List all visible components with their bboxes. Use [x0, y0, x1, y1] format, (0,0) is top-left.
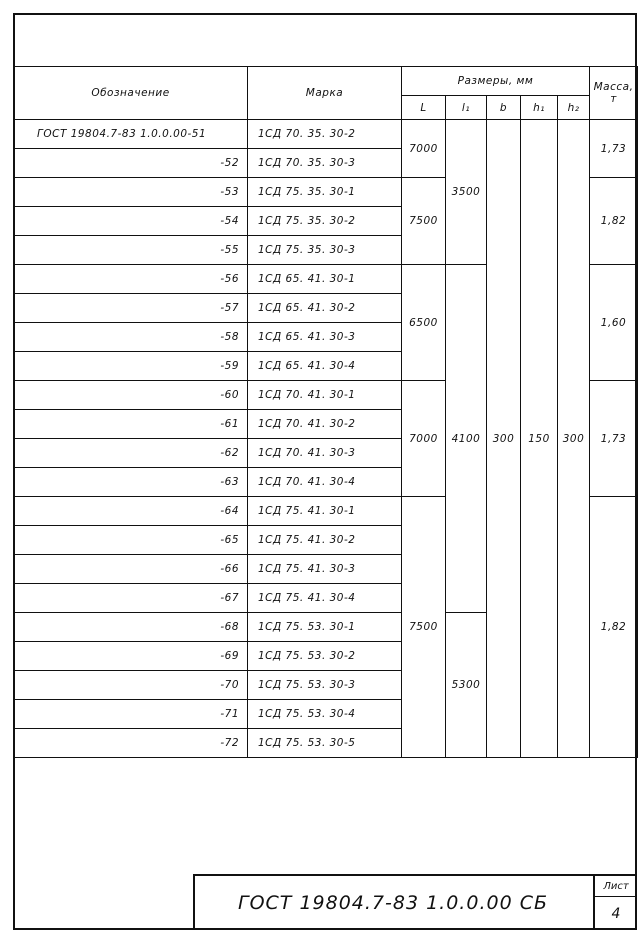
designation-cell: -61	[14, 410, 248, 439]
designation-cell: -58	[14, 323, 248, 352]
mark-cell: 1СД 75. 53. 30-3	[248, 671, 402, 700]
mark-cell: 1СД 65. 41. 30-1	[248, 265, 402, 294]
mark-cell: 1СД 75. 41. 30-1	[248, 497, 402, 526]
L1-cell: 4100	[446, 265, 487, 613]
designation-cell: -66	[14, 555, 248, 584]
designation-cell: -59	[14, 352, 248, 381]
mark-cell: 1СД 65. 41. 30-4	[248, 352, 402, 381]
mark-cell: 1СД 75. 35. 30-3	[248, 236, 402, 265]
L-cell: 7500	[402, 497, 446, 758]
designation-cell: -67	[14, 584, 248, 613]
sheet-number: 4	[611, 906, 621, 922]
designation-cell: -65	[14, 526, 248, 555]
mass-cell: 1,82	[590, 497, 638, 758]
header-b: b	[487, 96, 521, 120]
header-mass: Масса, т	[590, 67, 638, 120]
designation-cell: -68	[14, 613, 248, 642]
mark-cell: 1СД 70. 41. 30-4	[248, 468, 402, 497]
designation-cell: -54	[14, 207, 248, 236]
header-L1: l₁	[446, 96, 487, 120]
mark-cell: 1СД 75. 53. 30-4	[248, 700, 402, 729]
mass-cell: 1,82	[590, 178, 638, 265]
designation-cell: -55	[14, 236, 248, 265]
designation-cell: -53	[14, 178, 248, 207]
L-cell: 7000	[402, 381, 446, 497]
sheet-label: Лист	[595, 876, 637, 897]
mass-cell: 1,73	[590, 381, 638, 497]
designation-cell: -56	[14, 265, 248, 294]
designation-cell: -63	[14, 468, 248, 497]
header-h2: h₂	[558, 96, 590, 120]
mark-cell: 1СД 75. 41. 30-2	[248, 526, 402, 555]
mark-cell: 1СД 65. 41. 30-2	[248, 294, 402, 323]
mark-cell: 1СД 70. 35. 30-2	[248, 120, 402, 149]
mass-cell: 1,73	[590, 120, 638, 178]
L-cell: 6500	[402, 265, 446, 381]
h1-cell: 150	[521, 120, 558, 758]
h2-cell: 300	[558, 120, 590, 758]
L1-cell: 5300	[446, 613, 487, 758]
mark-cell: 1СД 75. 53. 30-5	[248, 729, 402, 758]
mark-cell: 1СД 75. 41. 30-4	[248, 584, 402, 613]
designation-cell: -71	[14, 700, 248, 729]
specification-table	[13, 66, 638, 758]
document-code: ГОСТ 19804.7-83 1.0.0.00 СБ	[238, 892, 548, 914]
header-L: L	[402, 96, 446, 120]
mark-cell: 1СД 75. 41. 30-3	[248, 555, 402, 584]
mark-cell: 1СД 70. 41. 30-1	[248, 381, 402, 410]
mark-cell: 1СД 70. 41. 30-3	[248, 439, 402, 468]
mark-cell: 1СД 75. 53. 30-1	[248, 613, 402, 642]
L-cell: 7000	[402, 120, 446, 178]
mark-cell: 1СД 65. 41. 30-3	[248, 323, 402, 352]
designation-cell: -69	[14, 642, 248, 671]
title-block	[193, 874, 637, 930]
header-designation: Обозначение	[14, 67, 248, 120]
designation-cell: ГОСТ 19804.7-83 1.0.0.00-51	[14, 120, 248, 149]
mark-cell: 1СД 75. 53. 30-2	[248, 642, 402, 671]
designation-cell: -72	[14, 729, 248, 758]
header-h1: h₁	[521, 96, 558, 120]
header-dimensions: Размеры, мм	[402, 67, 590, 96]
table-row	[14, 120, 638, 149]
L-cell: 7500	[402, 178, 446, 265]
mark-cell: 1СД 75. 35. 30-2	[248, 207, 402, 236]
b-cell: 300	[487, 120, 521, 758]
designation-cell: -60	[14, 381, 248, 410]
mark-cell: 1СД 75. 35. 30-1	[248, 178, 402, 207]
mass-cell: 1,60	[590, 265, 638, 381]
mark-cell: 1СД 70. 35. 30-3	[248, 149, 402, 178]
designation-cell: -57	[14, 294, 248, 323]
designation-cell: -64	[14, 497, 248, 526]
mark-cell: 1СД 70. 41. 30-2	[248, 410, 402, 439]
designation-cell: -62	[14, 439, 248, 468]
L1-cell: 3500	[446, 120, 487, 265]
sheet-box	[593, 876, 637, 930]
designation-cell: -70	[14, 671, 248, 700]
header-mark: Марка	[248, 67, 402, 120]
designation-cell: -52	[14, 149, 248, 178]
